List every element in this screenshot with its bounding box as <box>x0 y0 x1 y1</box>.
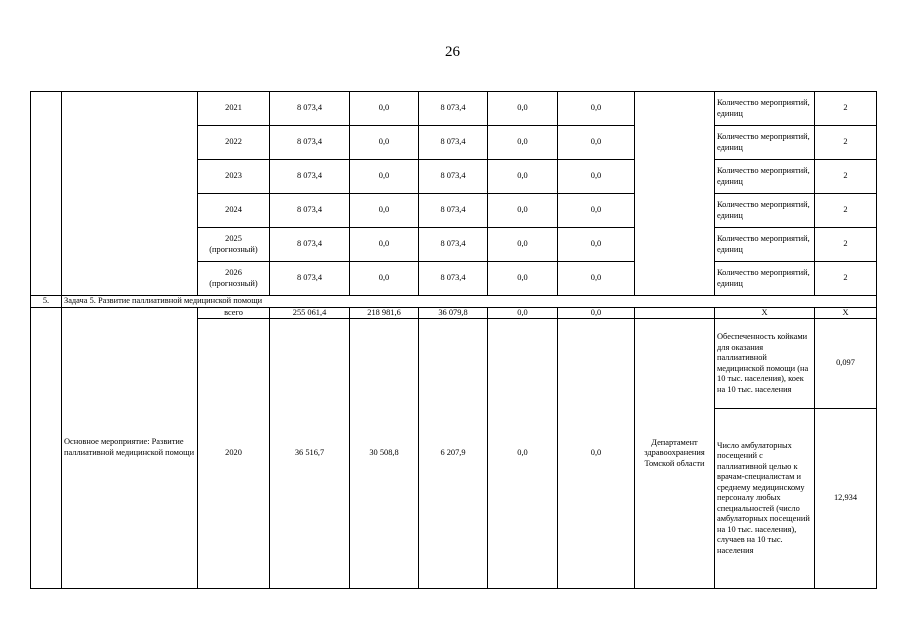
federal-cell: 0,0 <box>350 126 419 160</box>
regional-cell: 8 073,4 <box>419 160 488 194</box>
indicator-cell: X <box>715 307 815 319</box>
local-cell: 0,0 <box>488 160 558 194</box>
local-cell: 0,0 <box>488 126 558 160</box>
indicator-cell: Количество мероприятий, единиц <box>715 126 815 160</box>
year-cell: 2021 <box>198 92 270 126</box>
local-cell: 0,0 <box>488 194 558 228</box>
federal-cell: 30 508,8 <box>350 319 419 589</box>
indicator-value-cell: 2 <box>815 126 877 160</box>
indicator-cell: Обеспеченность койками для оказания паллиативной медицинской помощи (на 10 тыс. населения), коек на 10 тыс. населения <box>715 319 815 409</box>
total-cell: 8 073,4 <box>270 228 350 262</box>
indicator-cell: Количество мероприятий, единиц <box>715 194 815 228</box>
regional-cell: 8 073,4 <box>419 228 488 262</box>
federal-cell: 0,0 <box>350 92 419 126</box>
extrabudget-cell: 0,0 <box>558 92 635 126</box>
federal-cell: 0,0 <box>350 228 419 262</box>
extrabudget-cell: 0,0 <box>558 126 635 160</box>
indicator-value-cell: 2 <box>815 228 877 262</box>
federal-cell: 218 981,6 <box>350 307 419 319</box>
indicator-value-cell: X <box>815 307 877 319</box>
extrabudget-cell: 0,0 <box>558 262 635 296</box>
indicator-cell: Количество мероприятий, единиц <box>715 228 815 262</box>
indicator-value-cell: 2 <box>815 194 877 228</box>
indicator-value-cell: 12,934 <box>815 409 877 589</box>
indicator-value-cell: 0,097 <box>815 319 877 409</box>
executor-cell <box>635 92 715 296</box>
executor-cell <box>635 307 715 319</box>
total-cell: 36 516,7 <box>270 319 350 589</box>
year-cell: 2026 (прогнозный) <box>198 262 270 296</box>
regional-cell: 36 079,8 <box>419 307 488 319</box>
indicator-value-cell: 2 <box>815 160 877 194</box>
indicator-value-cell: 2 <box>815 92 877 126</box>
local-cell: 0,0 <box>488 92 558 126</box>
regional-cell: 8 073,4 <box>419 262 488 296</box>
total-cell: 8 073,4 <box>270 262 350 296</box>
federal-cell: 0,0 <box>350 194 419 228</box>
total-cell: 255 061,4 <box>270 307 350 319</box>
extrabudget-cell: 0,0 <box>558 228 635 262</box>
regional-cell: 6 207,9 <box>419 319 488 589</box>
year-cell: всего <box>198 307 270 319</box>
year-cell: 2024 <box>198 194 270 228</box>
federal-cell: 0,0 <box>350 160 419 194</box>
task-row <box>31 296 877 308</box>
year-cell: 2022 <box>198 126 270 160</box>
total-cell: 8 073,4 <box>270 194 350 228</box>
total-cell: 8 073,4 <box>270 92 350 126</box>
local-cell: 0,0 <box>488 262 558 296</box>
main-activity-name: Основное мероприятие: Развитие паллиативной медицинской помощи <box>62 307 198 589</box>
indicator-value-cell: 2 <box>815 262 877 296</box>
extrabudget-cell: 0,0 <box>558 160 635 194</box>
table-row <box>31 92 877 126</box>
task-number: 5. <box>31 296 62 308</box>
indicator-cell: Количество мероприятий, единиц <box>715 160 815 194</box>
indicator-cell: Количество мероприятий, единиц <box>715 92 815 126</box>
page-number: 26 <box>445 44 460 60</box>
regional-cell: 8 073,4 <box>419 92 488 126</box>
year-cell: 2020 <box>198 319 270 589</box>
row-number-cell <box>31 92 62 296</box>
extrabudget-cell: 0,0 <box>558 194 635 228</box>
task-title: Задача 5. Развитие паллиативной медицинской помощи <box>62 296 877 308</box>
executor-cell: Департамент здравоохранения Томской области <box>635 319 715 589</box>
regional-cell: 8 073,4 <box>419 194 488 228</box>
activity-name-cell <box>62 92 198 296</box>
local-cell: 0,0 <box>488 307 558 319</box>
indicator-cell: Количество мероприятий, единиц <box>715 262 815 296</box>
federal-cell: 0,0 <box>350 262 419 296</box>
indicator-cell: Число амбулаторных посещений с паллиативной целью к врачам-специалистам и среднему медицинскому персоналу любых специальностей (число амбулаторных посещений на 10 тыс. населения), случаев на 10 тыс. населения <box>715 409 815 589</box>
year-cell: 2023 <box>198 160 270 194</box>
extrabudget-cell: 0,0 <box>558 319 635 589</box>
local-cell: 0,0 <box>488 319 558 589</box>
total-cell: 8 073,4 <box>270 126 350 160</box>
local-cell: 0,0 <box>488 228 558 262</box>
regional-cell: 8 073,4 <box>419 126 488 160</box>
program-table <box>30 91 877 589</box>
year-cell: 2025 (прогнозный) <box>198 228 270 262</box>
extrabudget-cell: 0,0 <box>558 307 635 319</box>
table-row <box>31 307 877 319</box>
row-number-cell <box>31 307 62 589</box>
total-cell: 8 073,4 <box>270 160 350 194</box>
